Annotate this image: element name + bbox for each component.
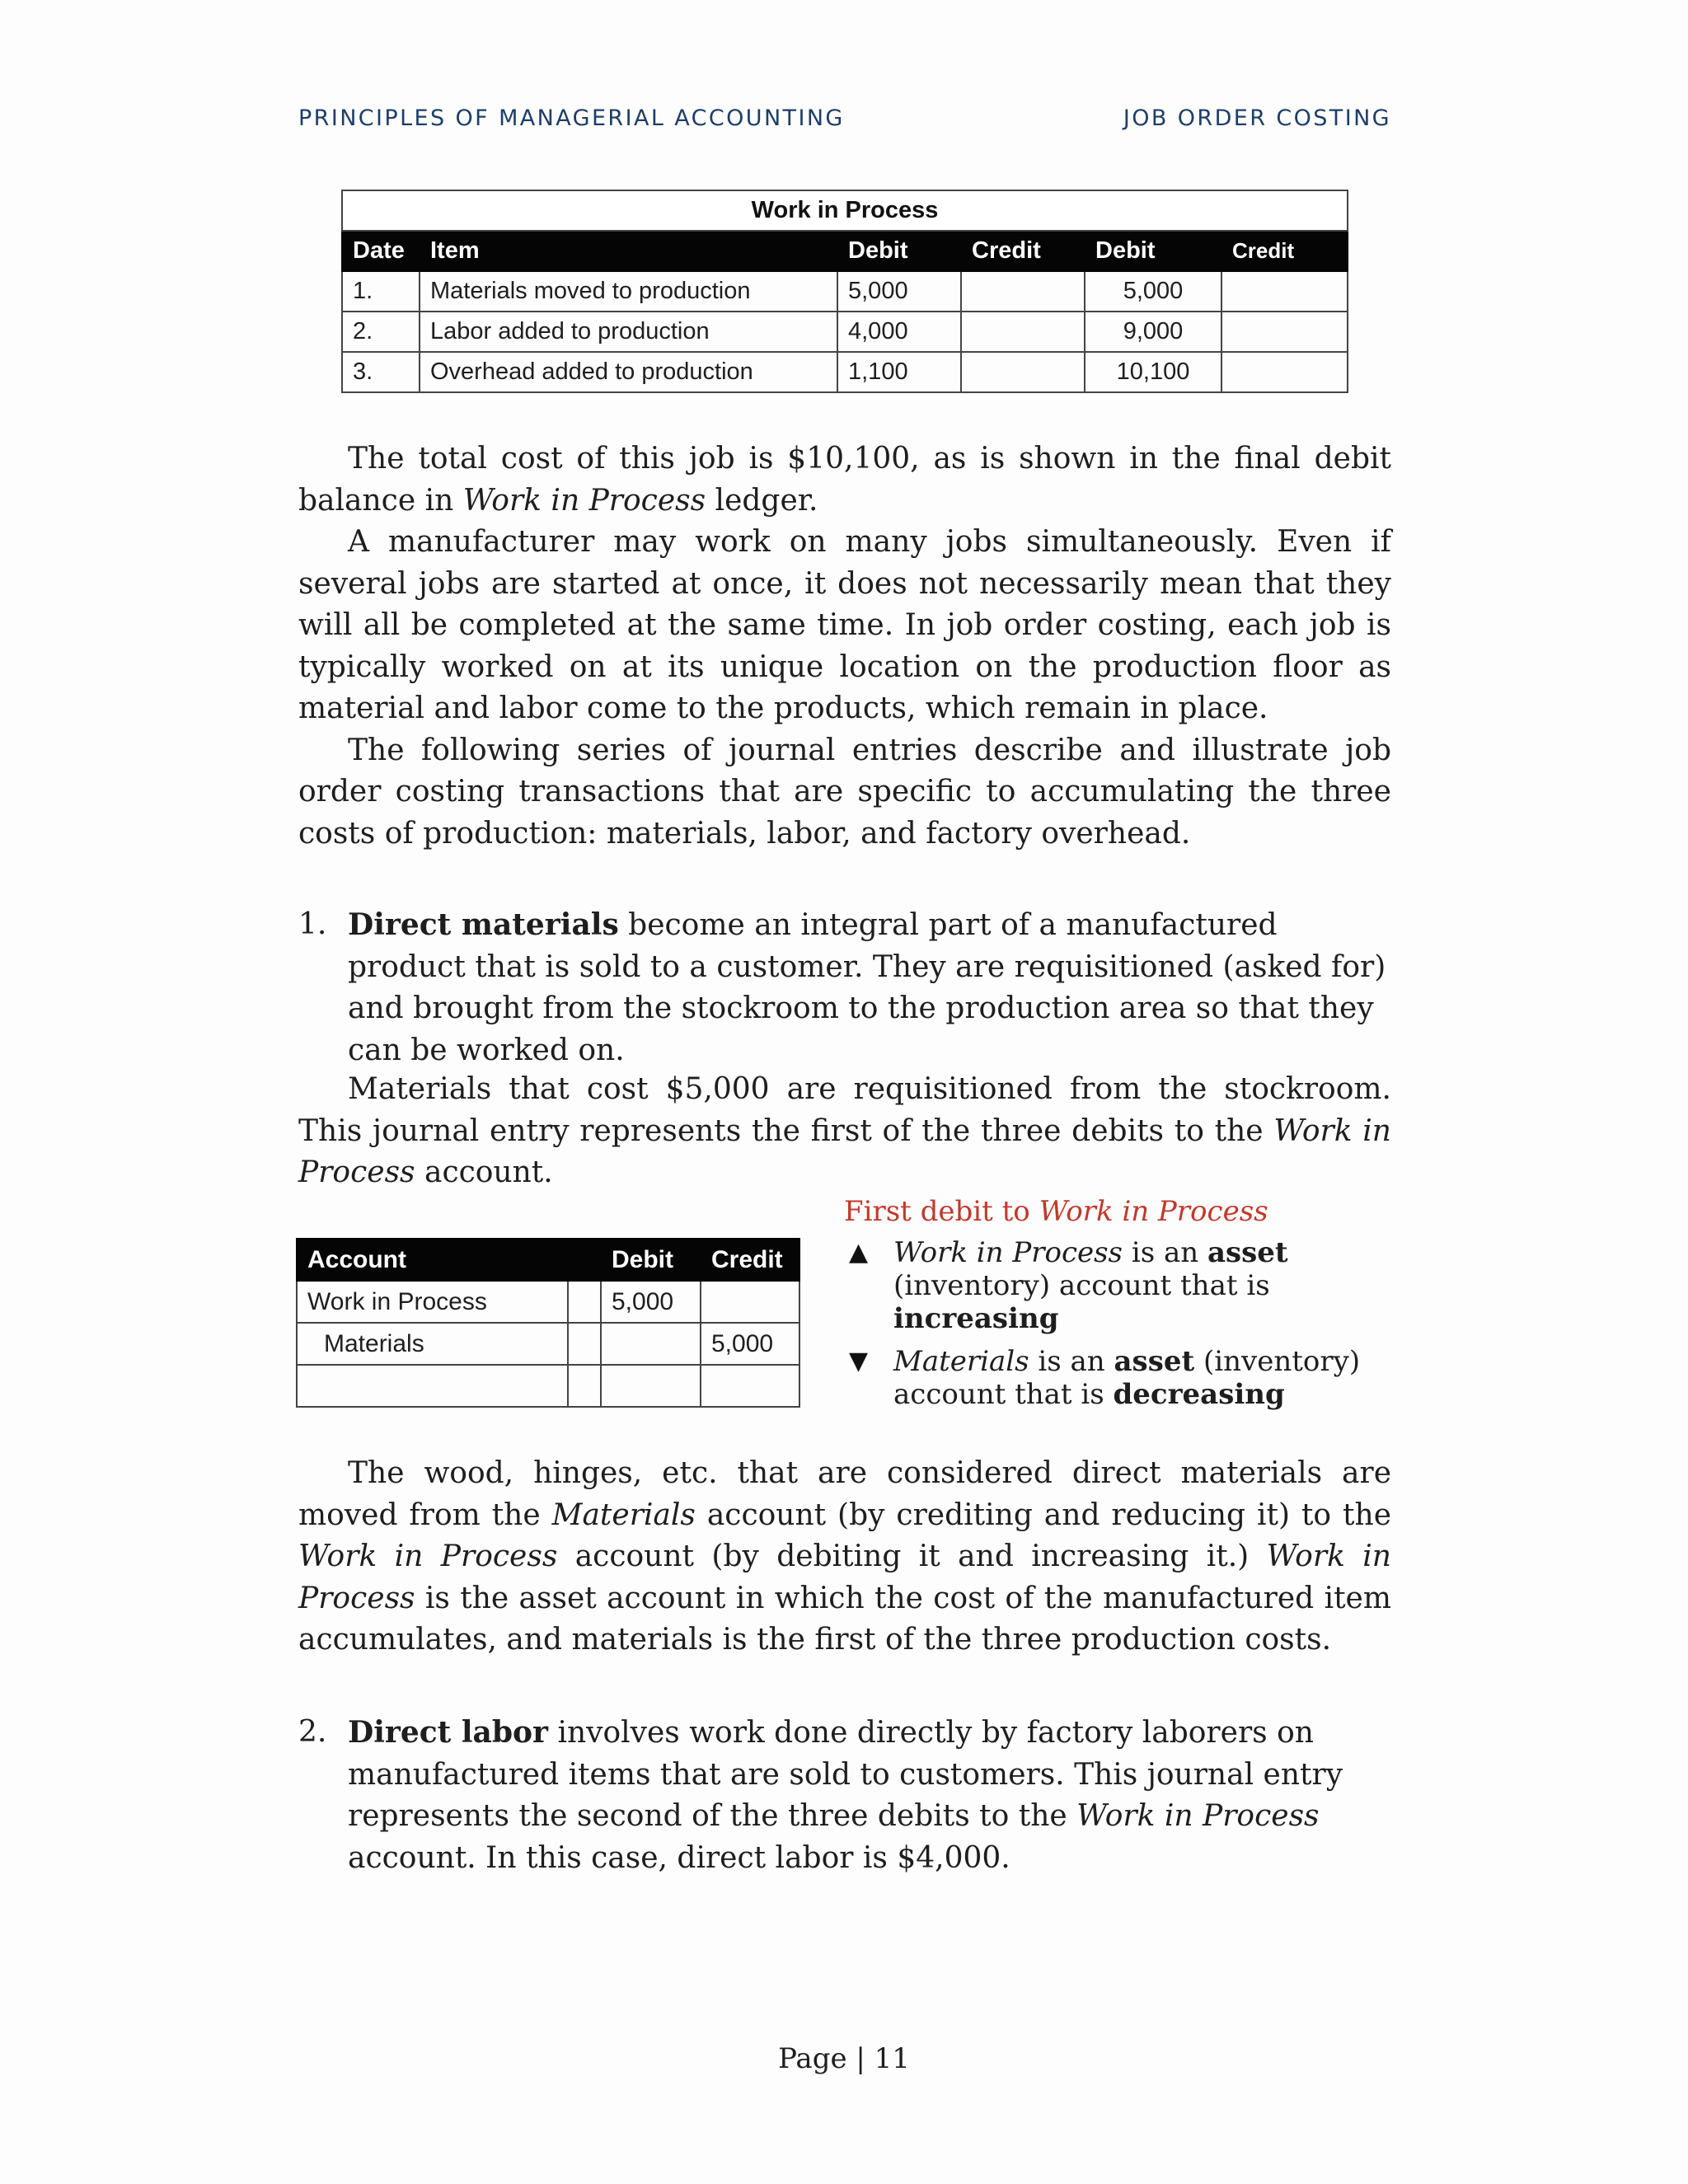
wip-ledger-table — [341, 190, 1348, 393]
chapter-title: JOB ORDER COSTING — [1123, 105, 1391, 131]
col-header: Debit — [837, 231, 961, 271]
up-triangle-icon: ▲ — [849, 1238, 869, 1267]
col-header: Debit — [1085, 231, 1221, 271]
book-title: PRINCIPLES OF MANAGERIAL ACCOUNTING — [298, 105, 845, 131]
note-decrease: ▼ Materials is an asset (inventory) account that is decreasing — [849, 1345, 1361, 1411]
col-header: Item — [420, 231, 837, 271]
paragraph: The following series of journal entries describe and illustrate job order costing transactions that are specific to accumulating the three costs of production: materials, labor, and factory overhead. — [298, 733, 1391, 851]
col-header: Credit — [1221, 231, 1348, 271]
list-item-direct-materials: 1. Direct materials become an integral part of a manufactured product that is sold to a customer. They are requisitioned (asked for) and brought from the stockroom to the production area so that they can be worked on. — [298, 907, 1386, 1067]
down-triangle-icon: ▼ — [849, 1347, 869, 1376]
paragraph: A manufacturer may work on many jobs simultaneously. Even if several jobs are started at once, it does not necessarily mean that they will all be completed at the same time. In job order costing, each job is typically worked on at its unique location on the production floor as material and labor come to the products, which remain in place. — [298, 525, 1391, 725]
table-row: 1. Materials moved to production 5,000 5,000 — [342, 271, 1348, 312]
explanation-paragraph — [298, 1453, 1391, 1661]
col-header: Debit — [601, 1239, 701, 1281]
table-title: Work in Process — [342, 190, 1348, 231]
col-header: Account — [297, 1239, 568, 1281]
table-row: 2. Labor added to production 4,000 9,000 — [342, 312, 1348, 352]
page-number: Page | 11 — [778, 2042, 910, 2075]
note-increase: ▲ Work in Process is an asset (inventory) account that is increasing — [849, 1236, 1288, 1335]
table-row: Materials 5,000 — [297, 1323, 799, 1365]
paragraph: The wood, hinges, etc. that are considered direct materials are moved from the Materials account (by crediting and reducing it) to the Work in Process account (by debiting it and increasing it.) Work in Process is the asset account in which the cost of the manufactured item accumulates, and materials is the first of the three production costs. — [298, 1456, 1391, 1657]
paragraph: Materials that cost $5,000 are requisitioned from the stockroom. This journal entry represents the first of the three debits to the Work in Process account. — [298, 1072, 1391, 1189]
journal-notes — [844, 1195, 1404, 1421]
col-header: Credit — [961, 231, 1085, 271]
col-header — [568, 1239, 601, 1281]
list-item-direct-labor: 2. Direct labor involves work done directly by factory laborers on manufactured items that are sold to customers. This journal entry represents the second of the three debits to the Work in Process account. In this case, direct labor is $4,000. — [298, 1715, 1343, 1875]
paragraph: The total cost of this job is $10,100, as is shown in the final debit balance in Work in Process ledger. — [298, 442, 1391, 518]
table-row: 3. Overhead added to production 1,100 10,100 — [342, 352, 1348, 392]
materials-paragraph — [298, 1069, 1391, 1194]
col-header: Date — [342, 231, 420, 271]
journal-entry-table — [296, 1238, 800, 1408]
table-row: Work in Process 5,000 — [297, 1281, 799, 1323]
table-row — [297, 1365, 799, 1407]
intro-paragraphs — [298, 438, 1391, 855]
notes-caption: First debit to Work in Process — [844, 1195, 1268, 1228]
col-header: Credit — [701, 1239, 799, 1281]
